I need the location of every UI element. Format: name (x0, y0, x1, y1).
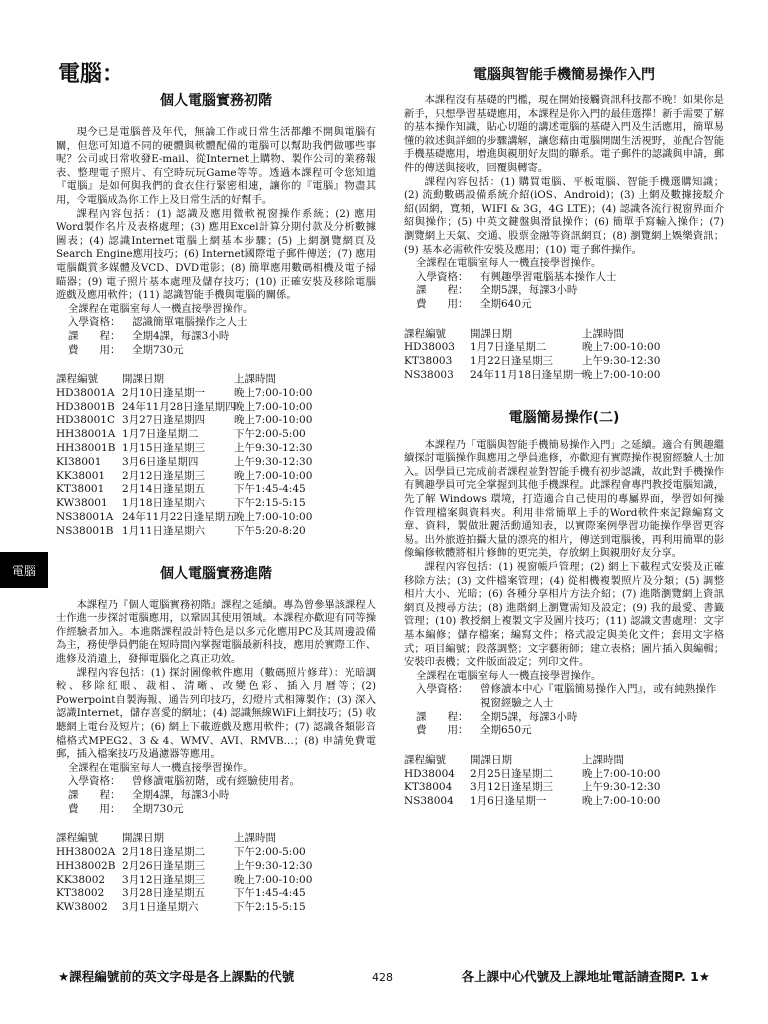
info-row (416, 298, 724, 312)
info-row (416, 271, 724, 285)
table-row (56, 846, 376, 860)
class-time: 上午9:30-12:30 (234, 442, 313, 455)
table-row (56, 874, 376, 888)
class-time: 上午9:30-12:30 (582, 355, 661, 368)
start-date: 2月18日逢星期二 (122, 845, 206, 858)
table-row (56, 387, 376, 401)
info-row (416, 711, 724, 725)
page-footer (0, 967, 768, 991)
course-content: 課程內容包括：(1) 探討圖像軟件應用（數碼照片修茸）：光暗調較、移除紅眼、裁相、清晰、改變色彩、插入月曆等；(2) Powerpoint自製海報、通告列印技巧，幻燈片式相簿製作；(3) 深入認識Internet，儲存喜愛的網址；(4) 認識無線WiFi上網技巧；(5) 收聽網上電台及短片；(6) 網上下載遊戲及應用軟件；(7) 認識各類影音檔格式MPEG2、3 & 4、WMV、AVI、RMVB…；(8) 申請免費電郵，插入檔案技巧及過濾器等應用。 (56, 666, 376, 761)
right-column (404, 64, 724, 809)
table-row (56, 901, 376, 915)
start-date: 3月1日逢星期六 (122, 901, 199, 914)
course-note: 全課程在電腦室每人一機直接學習操作。 (416, 669, 602, 682)
start-date: 3月12日逢星期三 (470, 781, 554, 794)
class-time: 晚上7:00-10:00 (582, 795, 661, 808)
header-cell: 課程編號 (404, 753, 446, 766)
course-code: HH38001B (56, 442, 116, 455)
class-time: 晚上7:00-10:00 (234, 511, 313, 524)
info-key: 入學資格： (416, 683, 469, 696)
course-note: 全課程在電腦室每人一機直接學習操作。 (68, 761, 254, 774)
class-time: 上午9:30-12:30 (234, 455, 313, 468)
course-code: KI38001 (56, 455, 102, 468)
start-date: 3月28日逢星期五 (122, 887, 206, 900)
table-row (56, 470, 376, 484)
start-date: 3月12日逢星期三 (122, 873, 206, 886)
info-key: 入學資格： (68, 316, 121, 329)
info-key: 課 程： (416, 710, 469, 723)
table-row (404, 781, 724, 795)
class-time: 晚上7:00-10:00 (234, 414, 313, 427)
start-date: 1月11日逢星期六 (122, 524, 206, 537)
info-key: 課 程： (68, 329, 121, 342)
class-time: 上午9:30-12:30 (234, 859, 313, 872)
start-date: 1月15日逢星期三 (122, 442, 206, 455)
start-date: 2月25日逢星期二 (470, 767, 554, 780)
info-key: 入學資格： (416, 270, 469, 283)
table-row (56, 442, 376, 456)
course-code: HH38002B (56, 859, 116, 872)
start-date: 24年11月18日逢星期一 (470, 368, 584, 381)
table-row (56, 414, 376, 428)
table-row (56, 887, 376, 901)
header-cell: 開課日期 (122, 832, 164, 845)
course-description: 本課程沒有基礎的門檻，現在開始接觸資訊科技都不晚！如果你是新手，只想學習基礎應用，本課程是你入門的最佳選擇！新手需要了解的基本操作知識，貼心切題的講述電腦的基礎入門及生活應用，簡單易懂的敘述與詳細的步驟講解，讓您藉由電腦開闊生活視野，並配合智能手機基礎應用，增進與親朋好友間的聯系。電子郵件的認識與申請，郵件的傳送與接收，回覆與轉寄。 (404, 94, 724, 174)
start-date: 1月7日逢星期二 (470, 341, 547, 354)
table-row (56, 511, 376, 525)
start-date: 2月14日逢星期五 (122, 483, 206, 496)
start-date: 1月22日逢星期三 (470, 355, 554, 368)
start-date: 3月6日逢星期四 (122, 455, 199, 468)
info-row (416, 683, 724, 710)
class-time: 上午9:30-12:30 (582, 781, 661, 794)
table-row (56, 401, 376, 415)
info-value: 全期730元 (132, 802, 184, 815)
table-row (404, 768, 724, 782)
start-date: 24年11月28日逢星期四 (122, 400, 236, 413)
table-row (404, 795, 724, 809)
info-key: 費 用： (68, 802, 121, 815)
course-code: KT38004 (404, 781, 453, 794)
info-row (68, 344, 376, 358)
course-code: HH38001A (56, 428, 116, 441)
course-code: KT38001 (56, 483, 105, 496)
course-info (404, 683, 724, 737)
class-time: 下午1:45-4:45 (234, 483, 306, 496)
course-info (56, 316, 376, 357)
info-row (68, 789, 376, 803)
course-code: KW38001 (56, 497, 108, 510)
section-tab-label: 電腦 (11, 563, 36, 578)
table-row (56, 525, 376, 539)
schedule-table (404, 754, 724, 809)
class-time: 晚上7:00-10:00 (582, 341, 661, 354)
info-row (416, 284, 724, 298)
course-description: 本課程乃『個人電腦實務初階』課程之延續。專為曾參畢該課程人士作進一步探討電腦應用，以鞏固其使用領域。本課程亦歡迎有同等操作經驗者加入。本進階課程設計特色是以多元化應用PC及其周邊設備為主，務使學員們能在短時間內掌握電腦最新科技，應用於實際工作、進修及消遣上，發揮電腦化之真正功效。 (56, 598, 376, 666)
schedule-header (404, 328, 724, 342)
table-row (56, 497, 376, 511)
course-code: KW38002 (56, 901, 108, 914)
info-key: 費 用： (68, 343, 121, 356)
table-row (404, 369, 724, 383)
class-time: 下午2:15-5:15 (234, 901, 306, 914)
class-time: 晚上7:00-10:00 (582, 767, 661, 780)
table-row (56, 456, 376, 470)
info-value: 全期4課，每課3小時 (132, 329, 230, 342)
header-cell: 課程編號 (56, 832, 98, 845)
class-time: 晚上7:00-10:00 (234, 469, 313, 482)
course-code: KT38003 (404, 355, 453, 368)
info-value: 全期5課，每課3小時 (480, 284, 578, 297)
schedule-table (56, 373, 376, 539)
course-code: KK38001 (56, 469, 106, 482)
course-code: NS38003 (404, 368, 454, 381)
schedule-rows (404, 341, 724, 382)
class-time: 下午1:45-4:45 (234, 887, 306, 900)
schedule-table (404, 328, 724, 383)
start-date: 24年11月22日逢星期五 (122, 511, 236, 524)
header-cell: 上課時間 (582, 753, 624, 766)
info-row (68, 316, 376, 330)
course-code: HD38001A (56, 386, 115, 399)
course-note: 全課程在電腦室每人一機直接學習操作。 (68, 302, 254, 315)
header-cell: 上課時間 (234, 373, 276, 386)
course-title: 個人電腦實務進階 (160, 565, 272, 582)
course-title: 電腦簡易操作(二) (508, 409, 620, 426)
schedule-header (404, 754, 724, 768)
course-code: NS38001A (56, 511, 114, 524)
class-time: 下午2:15-5:15 (234, 497, 306, 510)
header-cell: 上課時間 (582, 327, 624, 340)
class-time: 下午5:20-8:20 (234, 524, 306, 537)
header-cell: 上課時間 (234, 832, 276, 845)
info-key: 課 程： (416, 284, 469, 297)
schedule-header (56, 832, 376, 846)
course-info (56, 775, 376, 816)
start-date: 1月7日逢星期二 (122, 428, 199, 441)
header-cell: 開課日期 (122, 373, 164, 386)
footer-note-right: 各上課中心代號及上課地址電話請查閱P. 1★ (461, 969, 710, 984)
schedule-rows (56, 387, 376, 539)
schedule-header (56, 373, 376, 387)
footer-note-left: ★課程編號前的英文字母是各上課點的代號 (58, 969, 295, 984)
course-title: 電腦與智能手機簡易操作入門 (473, 67, 655, 83)
info-key: 入學資格： (68, 775, 121, 788)
course-description: 現今已是電腦普及年代，無論工作或日常生活都離不開與電腦有關，但您可知道不同的硬體與軟體配備的電腦可以幫助我們做哪些事呢？公司或日常收發E-mail、從Internet上購物、製作公司的業務報表、整理電子照片、有空時玩玩Game等等。透過本課程可令您知道『電腦』是如何與我們的食衣住行緊密相連，讓你的『電腦』物盡其用，令電腦成為你工作上及日常生活的好幫手。 (56, 126, 376, 206)
info-value: 全期730元 (132, 343, 184, 356)
class-time: 晚上7:00-10:00 (234, 386, 313, 399)
course-code: HD38003 (404, 341, 455, 354)
info-value: 有興趣學習電腦基本操作人士 (480, 270, 617, 283)
course-code: KK38002 (56, 873, 106, 886)
table-row (404, 341, 724, 355)
class-time: 下午2:00-5:00 (234, 428, 306, 441)
course-code: KT38002 (56, 887, 105, 900)
info-row (68, 775, 376, 789)
info-key: 課 程： (68, 788, 121, 801)
course-content: 課程內容包括：(1) 認識及應用微軟視窗操作系統；(2) 應用Word製作名片及表格處理；(3) 應用Excel計算分期付款及分析數據圖表；(4) 認識Internet電腦上網基本步驟；(5) 上網瀏覽網頁及Search Engine應用技巧；(6) Internet國際電子郵件傳送；(7) 應用電腦觀賞多媒體及VCD、DVD電影；(8) 簡單應用數碼相機及電子掃瞄器；(9) 電子照片基本處理及儲存技巧；(10) 正確安裝及移除電腦遊戲及應用軟件；(11) 認識智能手機與電腦的關係。 (56, 207, 376, 302)
course-code: NS38004 (404, 795, 454, 808)
class-time: 下午2:00-5:00 (234, 845, 306, 858)
course-note: 全課程在電腦室每人一機直接學習操作。 (416, 257, 602, 270)
class-time: 晚上7:00-10:00 (234, 400, 313, 413)
table-row (56, 428, 376, 442)
course-code: HD38001C (56, 414, 116, 427)
table-row (404, 355, 724, 369)
course-info (404, 271, 724, 312)
table-row (56, 860, 376, 874)
page-title: 電腦： (58, 62, 125, 87)
class-time: 晚上7:00-10:00 (234, 873, 313, 886)
page-number: 428 (372, 971, 393, 984)
info-value: 曾修讀電腦初階，或有經驗使用者。 (132, 775, 300, 788)
course-description: 本課程乃「電腦與智能手機簡易操作入門」之延續。適合有興趣繼續探討電腦操作與應用之學員進修，亦歡迎有實際操作視窗經驗人士加入。因學員已完成前者課程並對智能手機有初步認識，故此對手機操作有興趣學員可完全掌握到其他手機課程。此課程會專門教授電腦知識，先了解 Windows 環境，打造適合自己使用的專屬界面，學習如何操作管理檔案與資料夾。利用非常簡單上手的Word軟件來記錄編寫文章、資料，製做壯麗活動通知表，以實際案例學習功能操作學習更容易。出外旅遊拍攝大量的漂亮的相片，傳送到電腦後，再利用簡單的影像編修軟體將相片修飾的更完美，存放網上與親朋好友分享。 (404, 438, 724, 560)
class-time: 晚上7:00-10:00 (582, 368, 661, 381)
start-date: 1月18日逢星期六 (122, 497, 206, 510)
info-value: 認識簡單電腦操作之人士 (132, 316, 248, 329)
left-column (56, 60, 376, 915)
course-content: 課程內容包括：(1) 視窗帳戶管理；(2) 網上下載程式安裝及正確移除方法；(3) 文件檔案管理；(4) 從相機複製照片及分類；(5) 調整相片大小、光暗；(6) 各種分享相片方法介紹；(7) 進階瀏覽網上資訊網頁及搜尋方法；(8) 進階網上瀏覽需知及設定；(9) 我的最愛、書籤管理；(10) 教授網上複製文字及圖片技巧；(11) 認識文書處理：文字基本編修；儲存檔案；編寫文件；格式設定與美化文件；套用文字格式；項目編號；段落調整；文字藝術師；建立表格；圖片插入與編輯；安裝印表機；文件版面設定；列印文件。 (404, 561, 724, 669)
header-cell: 課程編號 (404, 327, 446, 340)
header-cell: 開課日期 (470, 753, 512, 766)
info-value: 全期4課，每課3小時 (132, 788, 230, 801)
info-value: 全期640元 (480, 297, 532, 310)
course-code: HD38001B (56, 400, 115, 413)
start-date: 2月10日逢星期一 (122, 386, 206, 399)
info-value: 全期650元 (480, 724, 532, 737)
info-key: 費 用： (416, 297, 469, 310)
schedule-rows (56, 846, 376, 915)
start-date: 3月27日逢星期四 (122, 414, 206, 427)
schedule-rows (404, 768, 724, 809)
info-key: 費 用： (416, 724, 469, 737)
info-value: 全期5課，每課3小時 (480, 710, 578, 723)
table-row (56, 483, 376, 497)
info-row (68, 330, 376, 344)
course-code: HH38002A (56, 845, 116, 858)
info-row (416, 724, 724, 738)
course-content: 課程內容包括：(1) 購買電腦、平板電腦、智能手機選購知識；(2) 流動數碼設備系統介紹(iOS、Android)；(3) 上網及數據接駁介紹(固網，寬頻，WIFI & 3G，4G LTE)；(4) 認識各流行視窗界面介紹與操作；(5) 中英文鍵盤與滑鼠操作；(6) 簡單手寫輸入操作；(7) 瀏覽網上天氣、交通、股票金融等資訊網頁；(8) 瀏覽網上娛樂資訊；(9) 基本必需軟件安裝及應用；(10) 電子郵件操作。 (404, 175, 724, 256)
section-tab (0, 552, 48, 588)
course-code: NS38001B (56, 524, 114, 537)
header-cell: 開課日期 (470, 327, 512, 340)
header-cell: 課程編號 (56, 373, 98, 386)
info-value: 曾修讀本中心『電腦簡易操作入門』，或有純熟操作視窗經驗之人士 (480, 683, 717, 709)
info-row (68, 803, 376, 817)
start-date: 2月26日逢星期三 (122, 859, 206, 872)
schedule-table (56, 832, 376, 915)
start-date: 1月6日逢星期一 (470, 795, 547, 808)
start-date: 2月12日逢星期三 (122, 469, 206, 482)
course-title: 個人電腦實務初階 (160, 93, 272, 109)
course-code: HD38004 (404, 767, 455, 780)
